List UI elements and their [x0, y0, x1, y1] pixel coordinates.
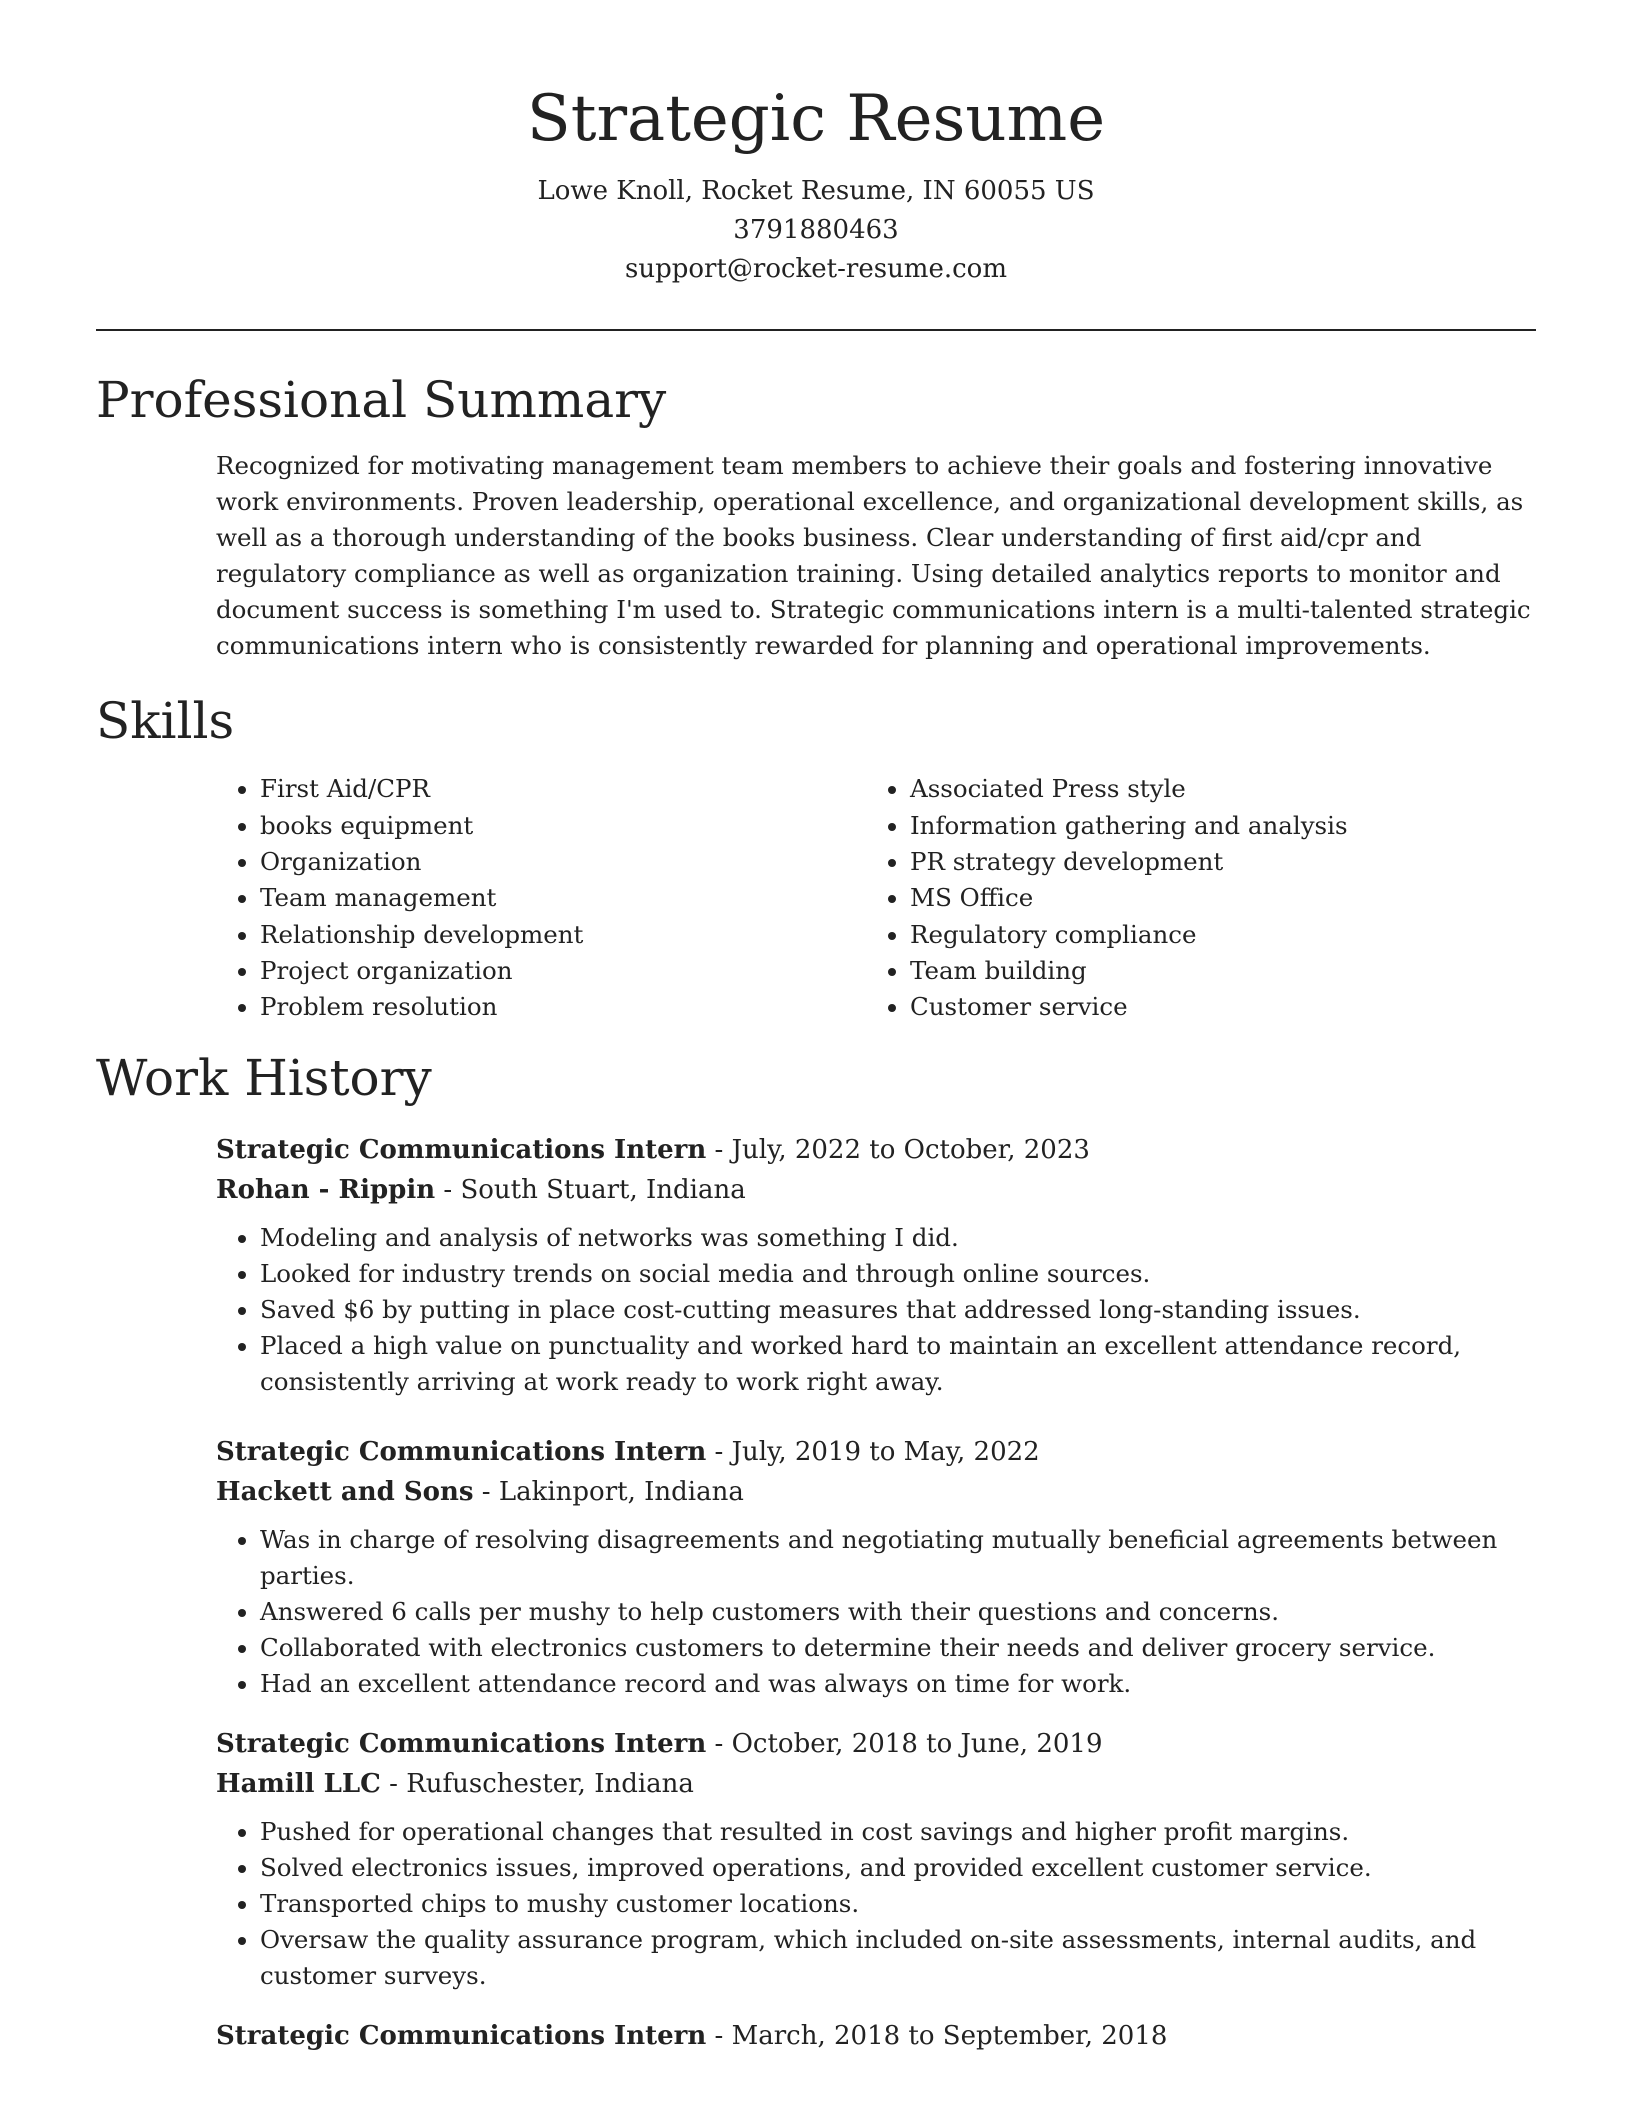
skill-item: • Relationship development — [260, 917, 866, 953]
job-company-line — [216, 1764, 1536, 1804]
summary-text: Recognized for motivating management team members to achieve their goals and fostering innovative work environments. Proven leadership, operational excellence, and organizational development skills, as well as a thorough understanding of the books business. Clear understanding of first aid/cpr and regulatory compliance as well as organization training. Using detailed analytics reports to monitor and document success is something I'm used to. Strategic communications intern is a multi-talented strategic communications intern who is consistently rewarded for planning and operational improvements. — [216, 451, 1531, 661]
job-bullets — [216, 1220, 1536, 1400]
contact-phone: 3791880463 — [733, 215, 899, 246]
job-title: Strategic Communications Intern — [216, 1729, 707, 1760]
job-dates: - July, 2019 to May, 2022 — [706, 1437, 1040, 1468]
job-location: - South Stuart, Indiana — [435, 1175, 746, 1206]
contact-address: Lowe Knoll, Rocket Resume, IN 60055 US — [537, 176, 1095, 207]
job-entry — [216, 1130, 1536, 1400]
job-company: Hackett and Sons — [216, 1477, 474, 1508]
skill-item: • Regulatory compliance — [910, 917, 1516, 953]
header-divider — [96, 329, 1536, 331]
resume-title: Strategic Resume — [526, 82, 1106, 156]
skill-item: • Team building — [910, 953, 1516, 989]
skill-item: • First Aid/CPR — [260, 771, 866, 807]
job-bullet: • Modeling and analysis of networks was something I did. — [260, 1220, 1536, 1256]
skills-column-right — [866, 771, 1516, 1025]
job-dates: - July, 2022 to October, 2023 — [706, 1135, 1090, 1166]
summary-heading: Professional Summary — [96, 371, 667, 430]
job-bullet: • Oversaw the quality assurance program, which included on-site assessments, internal audits, and customer surveys. — [260, 1922, 1536, 1994]
job-bullet: • Transported chips to mushy customer locations. — [260, 1886, 1536, 1922]
job-entry — [216, 1724, 1536, 1994]
work-history-heading: Work History — [96, 1049, 432, 1108]
job-title-line — [216, 1432, 1536, 1472]
job-entry — [216, 2016, 1536, 2056]
job-title-line — [216, 1724, 1536, 1764]
job-title: Strategic Communications Intern — [216, 1135, 707, 1166]
job-bullet: • Placed a high value on punctuality and worked hard to maintain an excellent attendance record, consistently arriving at work ready to work right away. — [260, 1328, 1536, 1400]
skill-item: • Team management — [260, 880, 866, 916]
job-bullet: • Saved $6 by putting in place cost-cutting measures that addressed long-standing issues. — [260, 1292, 1536, 1328]
contact-email: support@rocket-resume.com — [624, 254, 1007, 285]
skill-item: • PR strategy development — [910, 844, 1516, 880]
contact-block — [96, 172, 1536, 289]
job-title-line — [216, 1130, 1536, 1170]
job-dates: - March, 2018 to September, 2018 — [706, 2021, 1168, 2052]
skill-item: • books equipment — [260, 808, 866, 844]
resume-page — [96, 0, 1536, 2056]
job-company-line — [216, 1170, 1536, 1210]
skill-item: • Information gathering and analysis — [910, 808, 1516, 844]
job-dates: - October, 2018 to June, 2019 — [706, 1729, 1103, 1760]
skill-item: • Customer service — [910, 989, 1516, 1025]
job-entry — [216, 1432, 1536, 1702]
skill-item: • MS Office — [910, 880, 1516, 916]
job-bullet: • Was in charge of resolving disagreements and negotiating mutually beneficial agreements between parties. — [260, 1522, 1536, 1594]
job-company: Rohan - Rippin — [216, 1175, 436, 1206]
job-bullet: • Answered 6 calls per mushy to help customers with their questions and concerns. — [260, 1594, 1536, 1630]
skills-heading: Skills — [96, 692, 235, 751]
job-bullet: • Collaborated with electronics customers to determine their needs and deliver grocery service. — [260, 1630, 1536, 1666]
job-title: Strategic Communications Intern — [216, 2021, 707, 2052]
job-bullet: • Had an excellent attendance record and was always on time for work. — [260, 1666, 1536, 1702]
skills-column-left — [216, 771, 866, 1025]
job-bullet: • Solved electronics issues, improved operations, and provided excellent customer service. — [260, 1850, 1536, 1886]
skill-item: • Organization — [260, 844, 866, 880]
job-title: Strategic Communications Intern — [216, 1437, 707, 1468]
skill-item: • Project organization — [260, 953, 866, 989]
job-company-line — [216, 1472, 1536, 1512]
job-location: - Rufuschester, Indiana — [380, 1769, 694, 1800]
skill-item: • Associated Press style — [910, 771, 1516, 807]
job-bullet: • Pushed for operational changes that resulted in cost savings and higher profit margins. — [260, 1814, 1536, 1850]
job-location: - Lakinport, Indiana — [473, 1477, 744, 1508]
job-bullets — [216, 1522, 1536, 1702]
skills-list — [216, 771, 1536, 1025]
skill-item: • Problem resolution — [260, 989, 866, 1025]
job-bullet: • Looked for industry trends on social media and through online sources. — [260, 1256, 1536, 1292]
job-bullets — [216, 1814, 1536, 1994]
job-company: Hamill LLC — [216, 1769, 381, 1800]
job-title-line — [216, 2016, 1536, 2056]
